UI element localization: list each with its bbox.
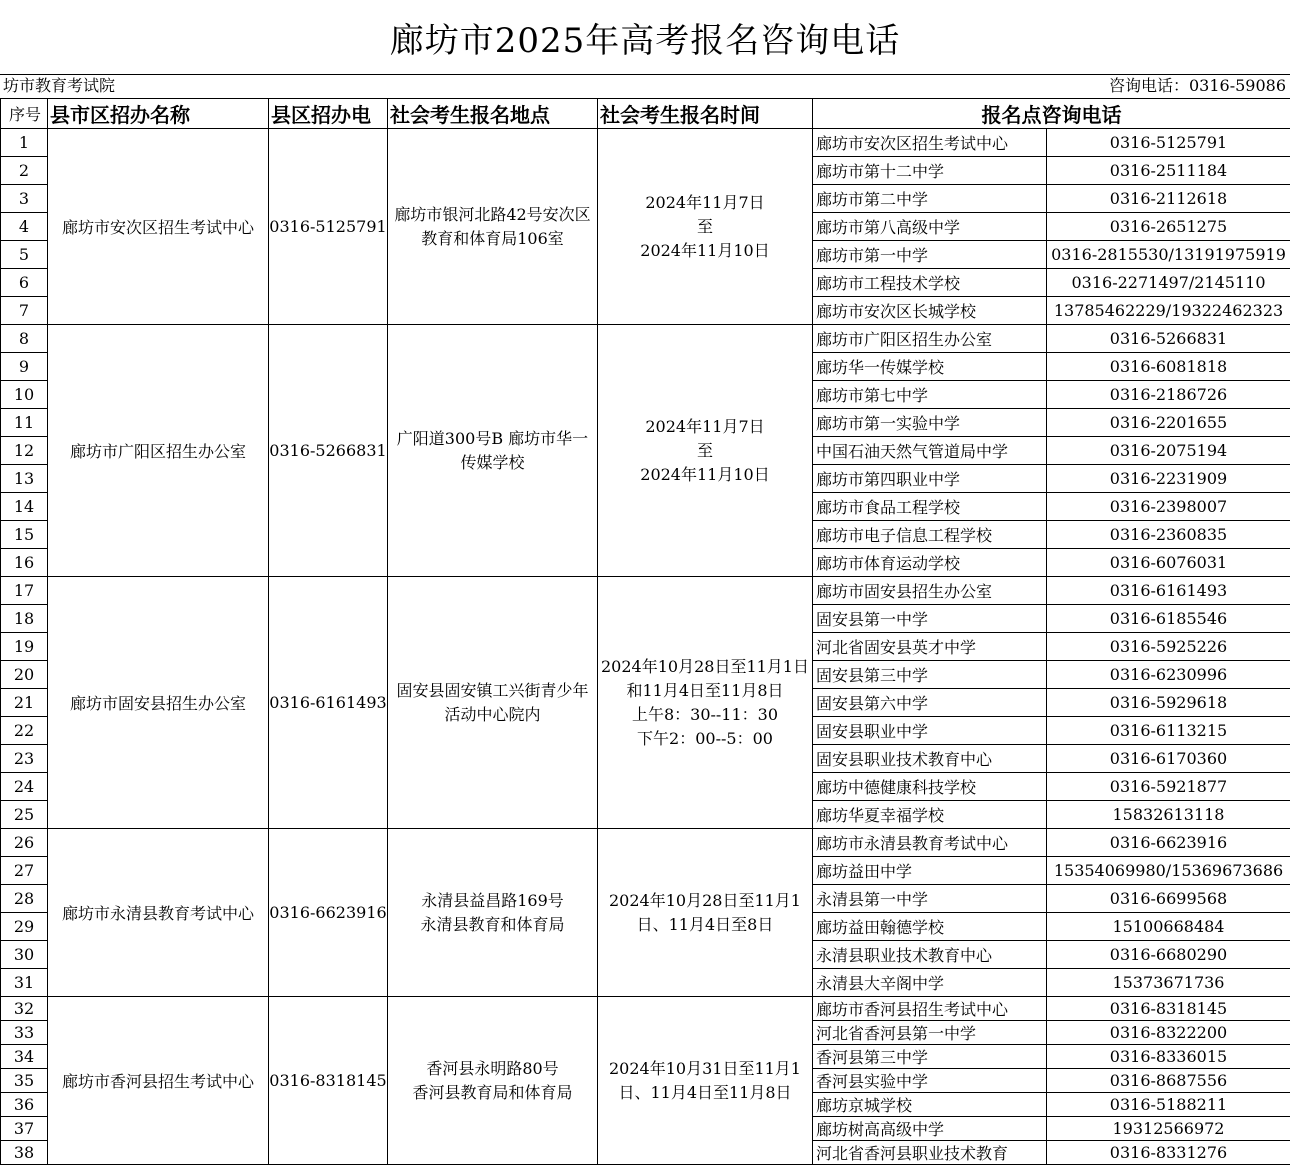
office-name-cell[interactable]: 廊坊市安次区招生考试中心	[48, 129, 269, 325]
point-name-cell[interactable]: 固安县第一中学	[813, 605, 1047, 633]
seq-cell[interactable]: 1	[1, 129, 48, 157]
point-phone-cell[interactable]: 19312566972	[1047, 1117, 1290, 1141]
point-name-cell[interactable]: 廊坊树高高级中学	[813, 1117, 1047, 1141]
point-name-cell[interactable]: 河北省香河县第一中学	[813, 1021, 1047, 1045]
header-row	[1, 99, 1290, 129]
table-row	[1, 325, 1290, 353]
seq-cell[interactable]: 29	[1, 913, 48, 941]
header-seq[interactable]: 序号	[1, 99, 48, 129]
point-phone-cell[interactable]: 0316-2186726	[1047, 381, 1290, 409]
point-name-cell[interactable]: 廊坊市体育运动学校	[813, 549, 1047, 577]
point-phone-cell[interactable]: 15832613118	[1047, 801, 1290, 829]
point-phone-cell[interactable]: 0316-5929618	[1047, 689, 1290, 717]
seq-cell[interactable]: 32	[1, 997, 48, 1021]
seq-cell[interactable]: 33	[1, 1021, 48, 1045]
seq-cell[interactable]: 8	[1, 325, 48, 353]
seq-cell[interactable]: 11	[1, 409, 48, 437]
location-cell[interactable]: 永清县益昌路169号 永清县教育和体育局	[388, 829, 598, 997]
time-cell[interactable]: 2024年10月28日至11月1日、11月4日至8日	[598, 829, 813, 997]
point-phone-cell[interactable]: 0316-8331276	[1047, 1141, 1290, 1165]
point-name-cell[interactable]: 廊坊市第七中学	[813, 381, 1047, 409]
time-cell[interactable]: 2024年11月7日 至 2024年11月10日	[598, 325, 813, 577]
point-name-cell[interactable]: 廊坊市第一中学	[813, 241, 1047, 269]
seq-cell[interactable]: 4	[1, 213, 48, 241]
location-cell[interactable]: 固安县固安镇工兴街青少年活动中心院内	[388, 577, 598, 829]
seq-cell[interactable]: 27	[1, 857, 48, 885]
point-phone-cell[interactable]: 0316-2511184	[1047, 157, 1290, 185]
seq-cell[interactable]: 9	[1, 353, 48, 381]
point-name-cell[interactable]: 廊坊市电子信息工程学校	[813, 521, 1047, 549]
point-name-cell[interactable]: 廊坊市第十二中学	[813, 157, 1047, 185]
point-name-cell[interactable]: 廊坊京城学校	[813, 1093, 1047, 1117]
point-phone-cell[interactable]: 0316-8318145	[1047, 997, 1290, 1021]
point-name-cell[interactable]: 廊坊市广阳区招生办公室	[813, 325, 1047, 353]
point-phone-cell[interactable]: 0316-6081818	[1047, 353, 1290, 381]
point-name-cell[interactable]: 永清县第一中学	[813, 885, 1047, 913]
point-phone-cell[interactable]: 0316-2231909	[1047, 465, 1290, 493]
seq-cell[interactable]: 22	[1, 717, 48, 745]
seq-cell[interactable]: 20	[1, 661, 48, 689]
office-name-cell[interactable]: 廊坊市固安县招生办公室	[48, 577, 269, 829]
header-location[interactable]: 社会考生报名地点	[388, 99, 598, 129]
subheader-row	[0, 74, 1290, 98]
seq-cell[interactable]: 19	[1, 633, 48, 661]
point-phone-cell[interactable]: 0316-2651275	[1047, 213, 1290, 241]
point-phone-cell[interactable]: 0316-5921877	[1047, 773, 1290, 801]
point-name-cell[interactable]: 永清县职业技术教育中心	[813, 941, 1047, 969]
seq-cell[interactable]: 14	[1, 493, 48, 521]
point-name-cell[interactable]: 廊坊华夏幸福学校	[813, 801, 1047, 829]
point-name-cell[interactable]: 固安县职业技术教育中心	[813, 745, 1047, 773]
point-phone-cell[interactable]: 15100668484	[1047, 913, 1290, 941]
office-phone-cell[interactable]: 0316-5266831	[269, 325, 388, 577]
point-phone-cell[interactable]: 0316-2271497/2145110	[1047, 269, 1290, 297]
location-cell[interactable]: 香河县永明路80号 香河县教育局和体育局	[388, 997, 598, 1165]
point-name-cell[interactable]: 廊坊市香河县招生考试中心	[813, 997, 1047, 1021]
seq-cell[interactable]: 34	[1, 1045, 48, 1069]
table-row	[1, 577, 1290, 605]
point-phone-cell[interactable]: 0316-2815530/13191975919	[1047, 241, 1290, 269]
point-phone-cell[interactable]: 0316-6623916	[1047, 829, 1290, 857]
point-name-cell[interactable]: 廊坊市第八高级中学	[813, 213, 1047, 241]
header-time[interactable]: 社会考生报名时间	[598, 99, 813, 129]
point-phone-cell[interactable]: 0316-2112618	[1047, 185, 1290, 213]
seq-cell[interactable]: 2	[1, 157, 48, 185]
point-name-cell[interactable]: 河北省固安县英才中学	[813, 633, 1047, 661]
point-name-cell[interactable]: 廊坊市食品工程学校	[813, 493, 1047, 521]
point-phone-cell[interactable]: 0316-2201655	[1047, 409, 1290, 437]
point-name-cell[interactable]: 固安县第六中学	[813, 689, 1047, 717]
point-phone-cell[interactable]: 0316-6076031	[1047, 549, 1290, 577]
seq-cell[interactable]: 12	[1, 437, 48, 465]
point-name-cell[interactable]: 香河县实验中学	[813, 1069, 1047, 1093]
point-phone-cell[interactable]: 0316-5925226	[1047, 633, 1290, 661]
point-phone-cell[interactable]: 0316-5188211	[1047, 1093, 1290, 1117]
seq-cell[interactable]: 25	[1, 801, 48, 829]
point-phone-cell[interactable]: 13785462229/19322462323	[1047, 297, 1290, 325]
seq-cell[interactable]: 5	[1, 241, 48, 269]
point-phone-cell[interactable]: 0316-2075194	[1047, 437, 1290, 465]
point-phone-cell[interactable]: 15373671736	[1047, 969, 1290, 997]
seq-cell[interactable]: 28	[1, 885, 48, 913]
point-phone-cell[interactable]: 0316-6113215	[1047, 717, 1290, 745]
table-body	[1, 129, 1290, 1165]
point-name-cell[interactable]: 廊坊中德健康科技学校	[813, 773, 1047, 801]
seq-cell[interactable]: 21	[1, 689, 48, 717]
header-office[interactable]: 县市区招办名称	[48, 99, 269, 129]
point-phone-cell[interactable]: 0316-5125791	[1047, 129, 1290, 157]
office-name-cell[interactable]: 廊坊市永清县教育考试中心	[48, 829, 269, 997]
point-phone-cell[interactable]: 0316-8336015	[1047, 1045, 1290, 1069]
seq-cell[interactable]: 7	[1, 297, 48, 325]
seq-cell[interactable]: 6	[1, 269, 48, 297]
point-name-cell[interactable]: 廊坊市第四职业中学	[813, 465, 1047, 493]
point-phone-cell[interactable]: 0316-2398007	[1047, 493, 1290, 521]
point-name-cell[interactable]: 廊坊市安次区长城学校	[813, 297, 1047, 325]
office-phone-cell[interactable]: 0316-6623916	[269, 829, 388, 997]
point-phone-cell[interactable]: 0316-8322200	[1047, 1021, 1290, 1045]
point-phone-cell[interactable]: 15354069980/15369673686	[1047, 857, 1290, 885]
seq-cell[interactable]: 35	[1, 1069, 48, 1093]
table-row	[1, 129, 1290, 157]
org-name: 坊市教育考试院	[3, 74, 115, 98]
point-name-cell[interactable]: 廊坊市第一实验中学	[813, 409, 1047, 437]
header-points[interactable]: 报名点咨询电话	[813, 99, 1290, 129]
registration-table	[0, 98, 1290, 1165]
seq-cell[interactable]: 36	[1, 1093, 48, 1117]
location-cell[interactable]: 广阳道300号B 廊坊市华一传媒学校	[388, 325, 598, 577]
point-name-cell[interactable]: 香河县第三中学	[813, 1045, 1047, 1069]
point-phone-cell[interactable]: 0316-2360835	[1047, 521, 1290, 549]
sheet-title: 廊坊市2025年高考报名咨询电话	[0, 0, 1290, 75]
office-name-cell[interactable]: 廊坊市香河县招生考试中心	[48, 997, 269, 1165]
point-phone-cell[interactable]: 0316-6680290	[1047, 941, 1290, 969]
office-phone-cell[interactable]: 0316-6161493	[269, 577, 388, 829]
time-cell[interactable]: 2024年10月28日至11月1日和11月4日至11月8日 上午8：30--11：30 下午2：00--5：00	[598, 577, 813, 829]
point-name-cell[interactable]: 廊坊市第二中学	[813, 185, 1047, 213]
table-row	[1, 997, 1290, 1021]
point-name-cell[interactable]: 固安县职业中学	[813, 717, 1047, 745]
point-phone-cell[interactable]: 0316-8687556	[1047, 1069, 1290, 1093]
header-office-phone[interactable]: 县区招办电	[269, 99, 388, 129]
office-phone-cell[interactable]: 0316-5125791	[269, 129, 388, 325]
seq-cell[interactable]: 17	[1, 577, 48, 605]
seq-cell[interactable]: 13	[1, 465, 48, 493]
seq-cell[interactable]: 15	[1, 521, 48, 549]
seq-cell[interactable]: 10	[1, 381, 48, 409]
seq-cell[interactable]: 38	[1, 1141, 48, 1165]
seq-cell[interactable]: 31	[1, 969, 48, 997]
table-row	[1, 829, 1290, 857]
point-phone-cell[interactable]: 0316-6170360	[1047, 745, 1290, 773]
seq-cell[interactable]: 24	[1, 773, 48, 801]
point-name-cell[interactable]: 廊坊市固安县招生办公室	[813, 577, 1047, 605]
point-phone-cell[interactable]: 0316-5266831	[1047, 325, 1290, 353]
point-name-cell[interactable]: 廊坊市工程技术学校	[813, 269, 1047, 297]
office-name-cell[interactable]: 廊坊市广阳区招生办公室	[48, 325, 269, 577]
location-cell[interactable]: 廊坊市银河北路42号安次区教育和体育局106室	[388, 129, 598, 325]
point-name-cell[interactable]: 固安县第三中学	[813, 661, 1047, 689]
seq-cell[interactable]: 3	[1, 185, 48, 213]
hotline: 咨询电话：0316-59086	[1109, 74, 1286, 98]
point-name-cell[interactable]: 廊坊市永清县教育考试中心	[813, 829, 1047, 857]
seq-cell[interactable]: 30	[1, 941, 48, 969]
point-phone-cell[interactable]: 0316-6161493	[1047, 577, 1290, 605]
point-name-cell[interactable]: 廊坊市安次区招生考试中心	[813, 129, 1047, 157]
seq-cell[interactable]: 26	[1, 829, 48, 857]
point-name-cell[interactable]: 中国石油天然气管道局中学	[813, 437, 1047, 465]
seq-cell[interactable]: 23	[1, 745, 48, 773]
point-phone-cell[interactable]: 0316-6699568	[1047, 885, 1290, 913]
seq-cell[interactable]: 16	[1, 549, 48, 577]
point-name-cell[interactable]: 廊坊益田中学	[813, 857, 1047, 885]
point-phone-cell[interactable]: 0316-6230996	[1047, 661, 1290, 689]
point-name-cell[interactable]: 河北省香河县职业技术教育	[813, 1141, 1047, 1165]
point-phone-cell[interactable]: 0316-6185546	[1047, 605, 1290, 633]
office-phone-cell[interactable]: 0316-8318145	[269, 997, 388, 1165]
point-name-cell[interactable]: 廊坊华一传媒学校	[813, 353, 1047, 381]
point-name-cell[interactable]: 廊坊益田翰德学校	[813, 913, 1047, 941]
time-cell[interactable]: 2024年11月7日 至 2024年11月10日	[598, 129, 813, 325]
time-cell[interactable]: 2024年10月31日至11月1日、11月4日至11月8日	[598, 997, 813, 1165]
seq-cell[interactable]: 18	[1, 605, 48, 633]
point-name-cell[interactable]: 永清县大辛阁中学	[813, 969, 1047, 997]
seq-cell[interactable]: 37	[1, 1117, 48, 1141]
